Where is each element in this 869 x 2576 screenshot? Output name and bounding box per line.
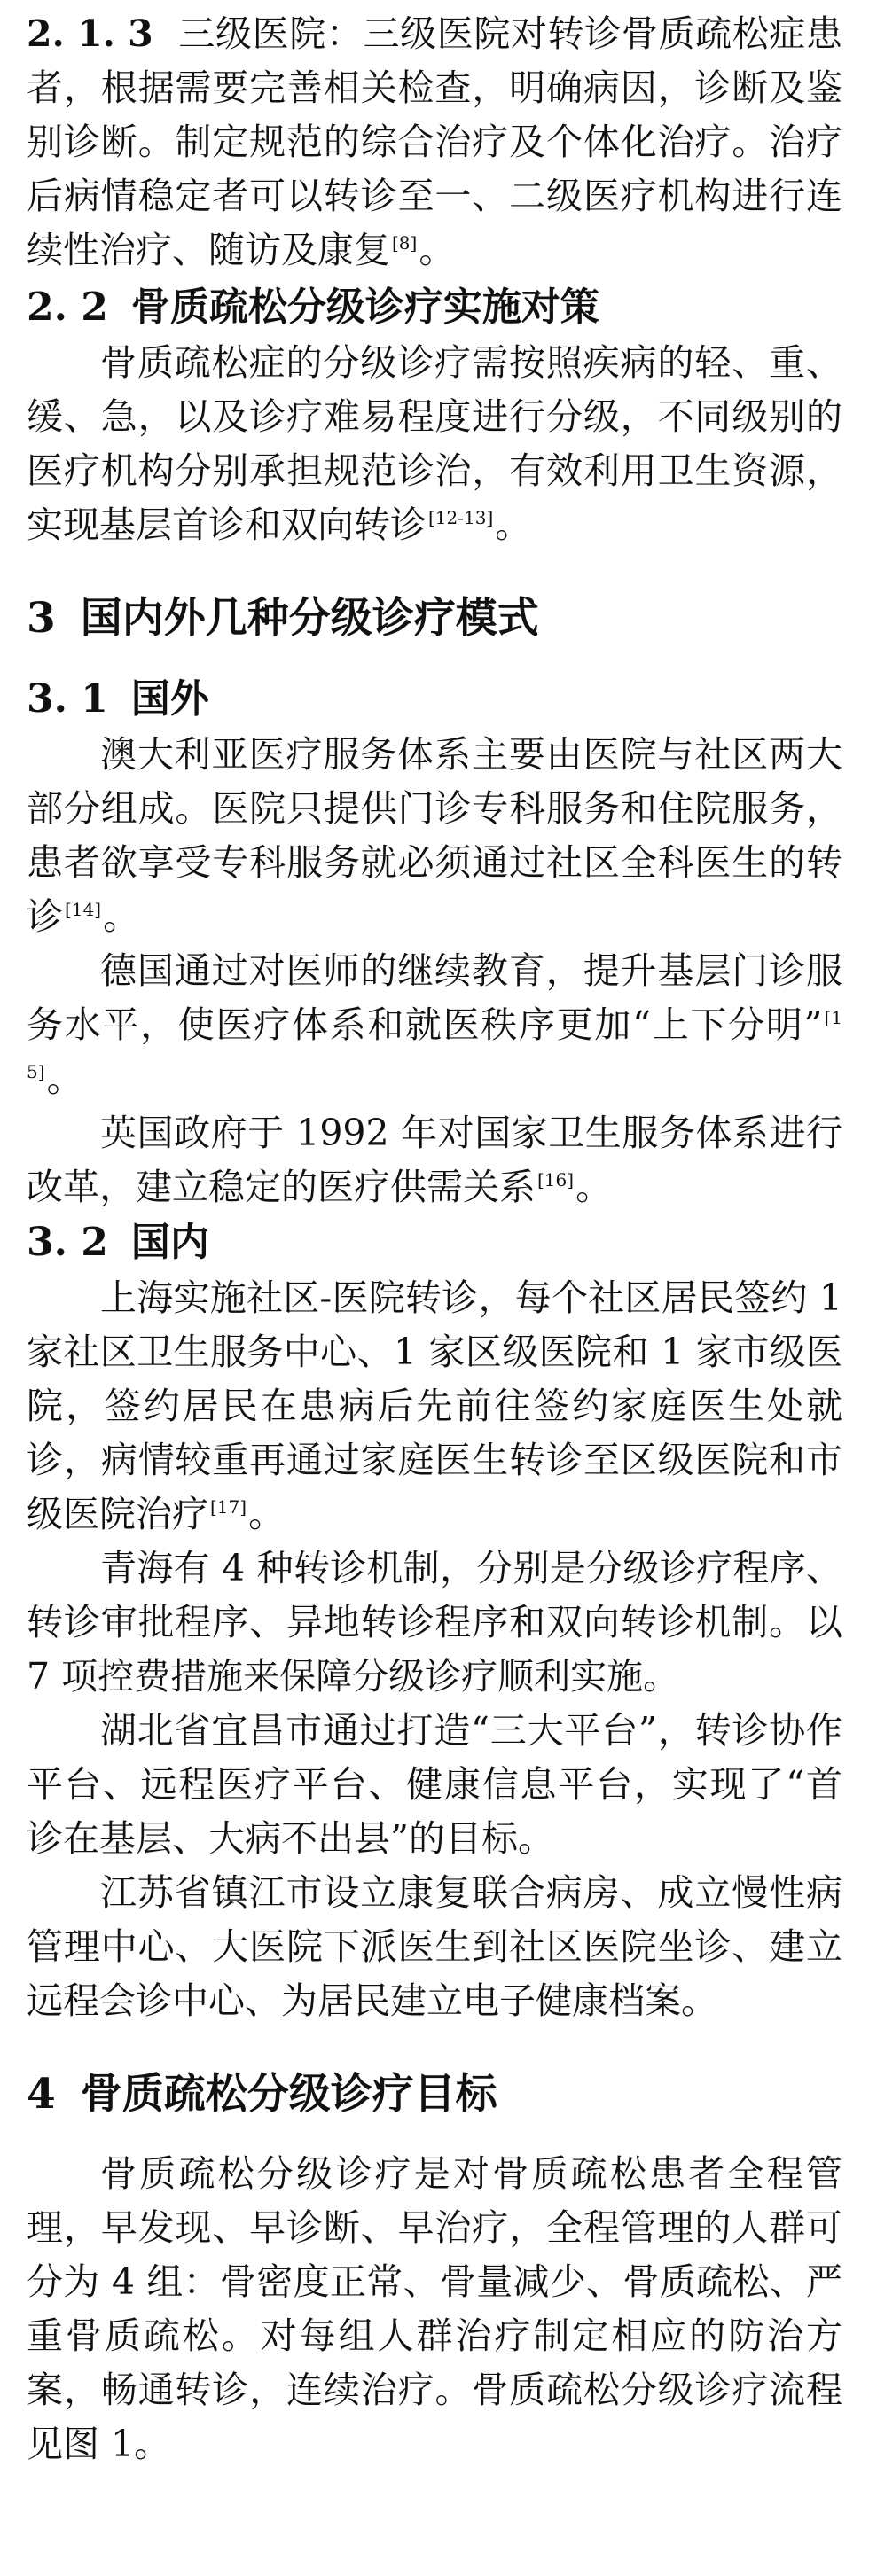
section-number: 3. 2	[27, 1220, 108, 1265]
section-title: 骨质疏松分级诊疗实施对策	[130, 285, 599, 330]
section-title: 国内外几种分级诊疗模式	[80, 594, 539, 643]
section-title: 国外	[130, 676, 209, 722]
paragraph-australia	[27, 728, 842, 944]
citation-ref: [12-13]	[428, 507, 494, 529]
section-title: 三级医院：	[177, 12, 364, 55]
section-number: 4	[27, 2070, 56, 2119]
section-title: 骨质疏松分级诊疗目标	[80, 2070, 497, 2119]
section-heading-2-2	[27, 279, 842, 336]
paragraph-text: 三级医院对转诊骨质疏松症患者，根据需要完善相关检查，明确病因，诊断及鉴别诊断。制定规范的综合治疗及个体化治疗。治疗后病情稳定者可以转诊至一、二级医疗机构进行连续性治疗、随访及康复	[27, 12, 843, 271]
section-number: 2. 1. 3	[27, 12, 153, 55]
paragraph-end: 。	[419, 229, 456, 271]
citation-ref: [17]	[210, 1496, 247, 1518]
paragraph-germany	[27, 944, 842, 1106]
citation-ref: [16]	[537, 1169, 575, 1191]
paragraph-text: 英国政府于 1992 年对国家卫生服务体系进行改革，建立稳定的医疗供需关系	[27, 1112, 842, 1208]
paragraph-end: 。	[103, 895, 140, 938]
paragraph-2-1-3	[27, 7, 842, 277]
paragraph-text: 骨质疏松症的分级诊疗需按照疾病的轻、重、缓、急，以及诊疗难易程度进行分级，不同级别的医疗机构分别承担规范诊治，有效利用卫生资源，实现基层首诊和双向转诊	[27, 341, 842, 546]
citation-ref: [14]	[65, 899, 102, 921]
section-heading-3-2	[27, 1214, 842, 1271]
paragraph-text: 德国通过对医师的继续教育，提升基层门诊服务水平，使医疗体系和就医秩序更加“上下分明”	[27, 949, 842, 1046]
paragraph-text: 青海有 4 种转诊机制，分别是分级诊疗程序、转诊审批程序、异地转诊程序和双向转诊机制。以 7 项控费措施来保障分级诊疗顺利实施。	[27, 1547, 842, 1698]
paragraph-4	[27, 2147, 842, 2471]
paragraph-end: 。	[495, 503, 532, 546]
paragraph-text: 湖北省宜昌市通过打造“三大平台”，转诊协作平台、远程医疗平台、健康信息平台，实现了“首诊在基层、大病不出县”的目标。	[27, 1709, 842, 1860]
citation-ref: [8]	[392, 232, 418, 254]
paragraph-end: 。	[46, 1058, 83, 1100]
paragraph-end: 。	[575, 1166, 613, 1208]
section-heading-4	[27, 2064, 842, 2126]
section-heading-3	[27, 588, 842, 650]
paragraph-zhenjiang	[27, 1866, 842, 2028]
paragraph-qinghai	[27, 1542, 842, 1704]
paragraph-text: 澳大利亚医疗服务体系主要由医院与社区两大部分组成。医院只提供门诊专科服务和住院服务，患者欲享受专科服务就必须通过社区全科医生的转诊	[27, 733, 842, 938]
section-number: 2. 2	[27, 285, 108, 330]
paragraph-shanghai	[27, 1271, 842, 1542]
paragraph-yichang	[27, 1704, 842, 1866]
section-title: 国内	[130, 1220, 209, 1265]
section-number: 3. 1	[27, 676, 108, 722]
paragraph-end: 。	[248, 1493, 286, 1535]
paragraph-uk	[27, 1106, 842, 1214]
paragraph-text: 江苏省镇江市设立康复联合病房、成立慢性病管理中心、大医院下派医生到社区医院坐诊、建立远程会诊中心、为居民建立电子健康档案。	[27, 1871, 842, 2022]
paragraph-text: 骨质疏松分级诊疗是对骨质疏松患者全程管理，早发现、早诊断、早治疗，全程管理的人群可分为 4 组：骨密度正常、骨量减少、骨质疏松、严重骨质疏松。对每组人群治疗制定相应的防治方案，畅通转诊，连续治疗。骨质疏松分级诊疗流程见图 1。	[27, 2152, 842, 2465]
section-heading-3-1	[27, 671, 842, 728]
paragraph-text: 上海实施社区-医院转诊，每个社区居民签约 1 家社区卫生服务中心、1 家区级医院和 1 家市级医院，签约居民在患病后先前往签约家庭医生处就诊，病情较重再通过家庭医生转诊至区级医院和市级医院治疗	[27, 1276, 842, 1535]
section-number: 3	[27, 594, 56, 643]
paragraph-2-2	[27, 336, 842, 552]
citation-ref: [15]	[27, 1007, 842, 1083]
